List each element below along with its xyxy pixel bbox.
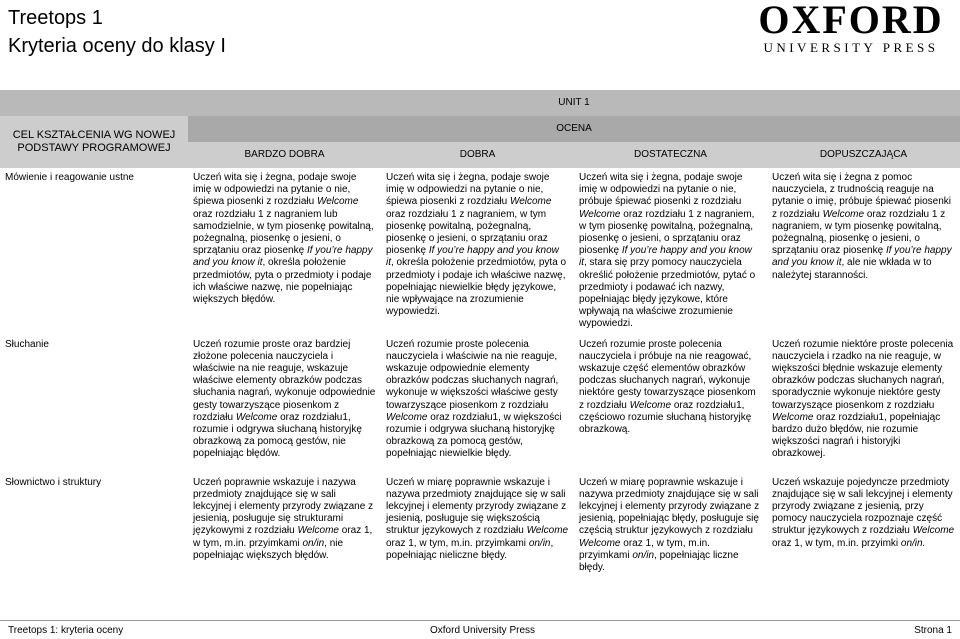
italic-term: If you’re happy and you know it xyxy=(772,245,952,269)
italic-term: on/in. xyxy=(900,537,926,549)
italic-term: Welcome xyxy=(526,525,569,537)
criteria-cell: Uczeń poprawnie wskazuje i nazywa przedmioty znajdujące się w sali lekcyjnej i elementy przyrody związane z jesienią, posługuje się strukturami językowymi z rozdziału Welcome oraz 1, w tym, m.in. przyimkami on/in, nie popełniając większych błędów. xyxy=(193,476,374,561)
italic-term: on/in xyxy=(632,549,655,561)
grade-dobra: DOBRA xyxy=(381,142,574,168)
table-row xyxy=(0,473,960,583)
row-label: Słownictwo i struktury xyxy=(5,476,102,488)
italic-term: If you’re happy and you know it xyxy=(386,245,559,269)
logo-sub-text: UNIVERSITY PRESS xyxy=(763,40,939,55)
italic-term: If you’re happy and you know it xyxy=(193,245,373,269)
italic-term: Welcome xyxy=(316,196,359,208)
criteria-cell: Uczeń w miarę poprawnie wskazuje i nazywa przedmioty znajdujące się w sali lekcyjnej i elementy przyrody związane z jesienią, popełniając błędy, posługuje się częścią struktur językowych z rozdziału Welcome oraz 1, w tym, m.in. przyimkami on/in, popełniając liczne błędy. xyxy=(579,476,760,574)
criteria-cell: Uczeń rozumie niektóre proste polecenia nauczyciela i rzadko na nie reaguje, w większości błędnie wskazuje elementy obrazków podczas słuchanych nagrań, sporadycznie wykonuje niektóre gesty towarzyszące piosenkom z rozdziału Welcome oraz rozdziału1, popełniając bardzo dużo błędów, nie rozumie większości nagrań i historyjki obrazkowej. xyxy=(772,338,954,460)
criteria-cell: Uczeń wita się i żegna, podaje swoje imię w odpowiedzi na pytanie o nie, śpiewa piosenki z rozdziału Welcome oraz rozdziału 1 z nagraniem lub samodzielnie, w tym piosenkę powitalną, pożegnalną, piosenkę o jesieni, o sprzątaniu oraz piosenkę If you’re happy and you know it, określa położenie przedmiotów, pyta o przedmioty i podaje ich właściwe nazwę, nie popełniając większych błędów. xyxy=(193,172,374,306)
logo-main-text: OXFORD xyxy=(758,0,944,42)
italic-term: on/in xyxy=(302,537,325,549)
page-footer xyxy=(0,620,960,637)
footer-page-number: Strona 1 xyxy=(914,625,952,636)
italic-term: Welcome xyxy=(772,411,814,423)
italic-term: Welcome xyxy=(386,411,428,423)
goal-header: CEL KSZTAŁCENIA WG NOWEJ PODSTAWY PROGRAMOWEJ xyxy=(0,116,188,168)
footer-left: Treetops 1: kryteria oceny xyxy=(8,625,124,636)
criteria-table xyxy=(0,90,960,583)
table-row xyxy=(0,168,960,335)
row-label: Słuchanie xyxy=(5,338,49,350)
italic-term: Welcome xyxy=(822,208,865,220)
italic-term: Welcome xyxy=(579,208,621,220)
criteria-cell: Uczeń wita się i żegna z pomoc nauczyciela, z trudnością reaguje na pytanie o imię, próbuje śpiewać piosenki z rozdziału Welcome oraz rozdziału 1 z nagraniem, w tym piosenkę powitalną, pożegnalną, piosenkę o jesieni, o sprzątaniu oraz piosenkę If you’re happy and you know it, ale nie wkłada w to należytej staranności. xyxy=(772,172,952,281)
grade-dopuszczajaca: DOPUSZCZAJĄCA xyxy=(767,142,960,168)
italic-term: Welcome xyxy=(912,525,955,537)
criteria-cell: Uczeń rozumie proste oraz bardziej złożone polecenia nauczyciela i właściwie na nie reaguje, wskazuje właściwe elementy obrazków podczas słuchania nagrań, wykonuje odpowiednie gesty towarzyszące piosenkom z rozdziału Welcome oraz rozdziału1, rozumie i odgrywa słuchaną historyjkę obrazkową za pomocą gestów, nie popełniając błędów. xyxy=(193,338,376,460)
title-line-1: Treetops 1 xyxy=(8,7,103,29)
document-title xyxy=(8,4,226,60)
criteria-cell: Uczeń rozumie proste polecenia nauczyciela i właściwie na nie reaguje, wskazuje odpowiednie elementy obrazków podczas słuchanych nagrań, wykonuje w większości właściwe gesty towarzyszące piosenkom z rozdziału Welcome oraz rozdziału1, w większości rozumie i odgrywa słuchaną historyjkę obrazkową za pomocą gestów, popełniając niewielkie błędy. xyxy=(386,338,562,460)
italic-term: Welcome xyxy=(235,411,278,423)
italic-term: Welcome xyxy=(509,196,552,208)
title-line-2: Kryteria oceny do klasy I xyxy=(8,35,226,57)
table-row xyxy=(0,335,960,473)
italic-term: Welcome xyxy=(297,525,339,537)
grade-header: OCENA xyxy=(188,116,960,142)
italic-term: Welcome xyxy=(579,537,621,549)
oxford-logo xyxy=(750,0,952,58)
criteria-cell: Uczeń wskazuje pojedyncze przedmioty znajdujące się w sali lekcyjnej i elementy przyrody związane z jesienią, przy pomocy nauczyciela rozpoznaje część struktur językowych z rozdziału Welcome oraz 1, w tym, m.in. przyimki on/in. xyxy=(772,476,955,549)
italic-term: Welcome xyxy=(629,399,672,411)
grade-dostateczna: DOSTATECZNA xyxy=(574,142,767,168)
criteria-cell: Uczeń rozumie proste polecenia nauczyciela i próbuje na nie reagować, wskazuje część elementów obrazków podczas słuchanych nagrań, wykonuje niektóre gesty towarzyszące piosenkom z rozdziału Welcome oraz rozdziału1, częściowo rozumie słuchaną historyjkę obrazkową. xyxy=(579,338,756,436)
criteria-cell: Uczeń wita się i żegna, podaje swoje imię w odpowiedzi na pytanie o nie, próbuje śpiewać piosenki z rozdziału Welcome oraz rozdziału 1 z nagraniem, w tym piosenkę powitalną, pożegnalną, piosenkę o jesieni, o sprzątaniu oraz piosenkę If you’re happy and you know it, stara się przy pomocy nauczyciela określić położenie przedmiotów, pytać o przedmioty i podawać ich nazwy, popełniając błędy językowe, które wpływają na właściwe zrozumienie wypowiedzi. xyxy=(579,172,756,330)
italic-term: on/in xyxy=(528,537,551,549)
grade-bardzo-dobra: BARDZO DOBRA xyxy=(188,142,381,168)
row-label: Mówienie i reagowanie ustne xyxy=(5,172,134,183)
italic-term: If you’re happy and you know it xyxy=(579,245,752,269)
footer-center: Oxford University Press xyxy=(430,625,536,636)
unit-header: UNIT 1 xyxy=(188,90,960,116)
criteria-cell: Uczeń wita się i żegna, podaje swoje imię w odpowiedzi na pytanie o nie, śpiewa piosenki z rozdziału Welcome oraz rozdziału 1 z nagraniem, w tym piosenkę powitalną, pożegnalną, piosenkę o jesieni, o sprzątaniu oraz piosenkę If you’re happy and you know it, określa położenie przedmiotów, pyta o przedmioty i podaje ich właściwe nazwę, popełniając niewielkie błędy językowe, nie wpływające na zrozumienie wypowiedzi. xyxy=(386,172,567,318)
criteria-cell: Uczeń w miarę poprawnie wskazuje i nazywa przedmioty znajdujące się w sali lekcyjnej i elementy przyrody związane z jesienią, posługuje się większością struktur językowych z rozdziału Welcome oraz 1, w tym, m.in. przyimkami on/in, popełniając nieliczne błędy. xyxy=(386,476,569,561)
